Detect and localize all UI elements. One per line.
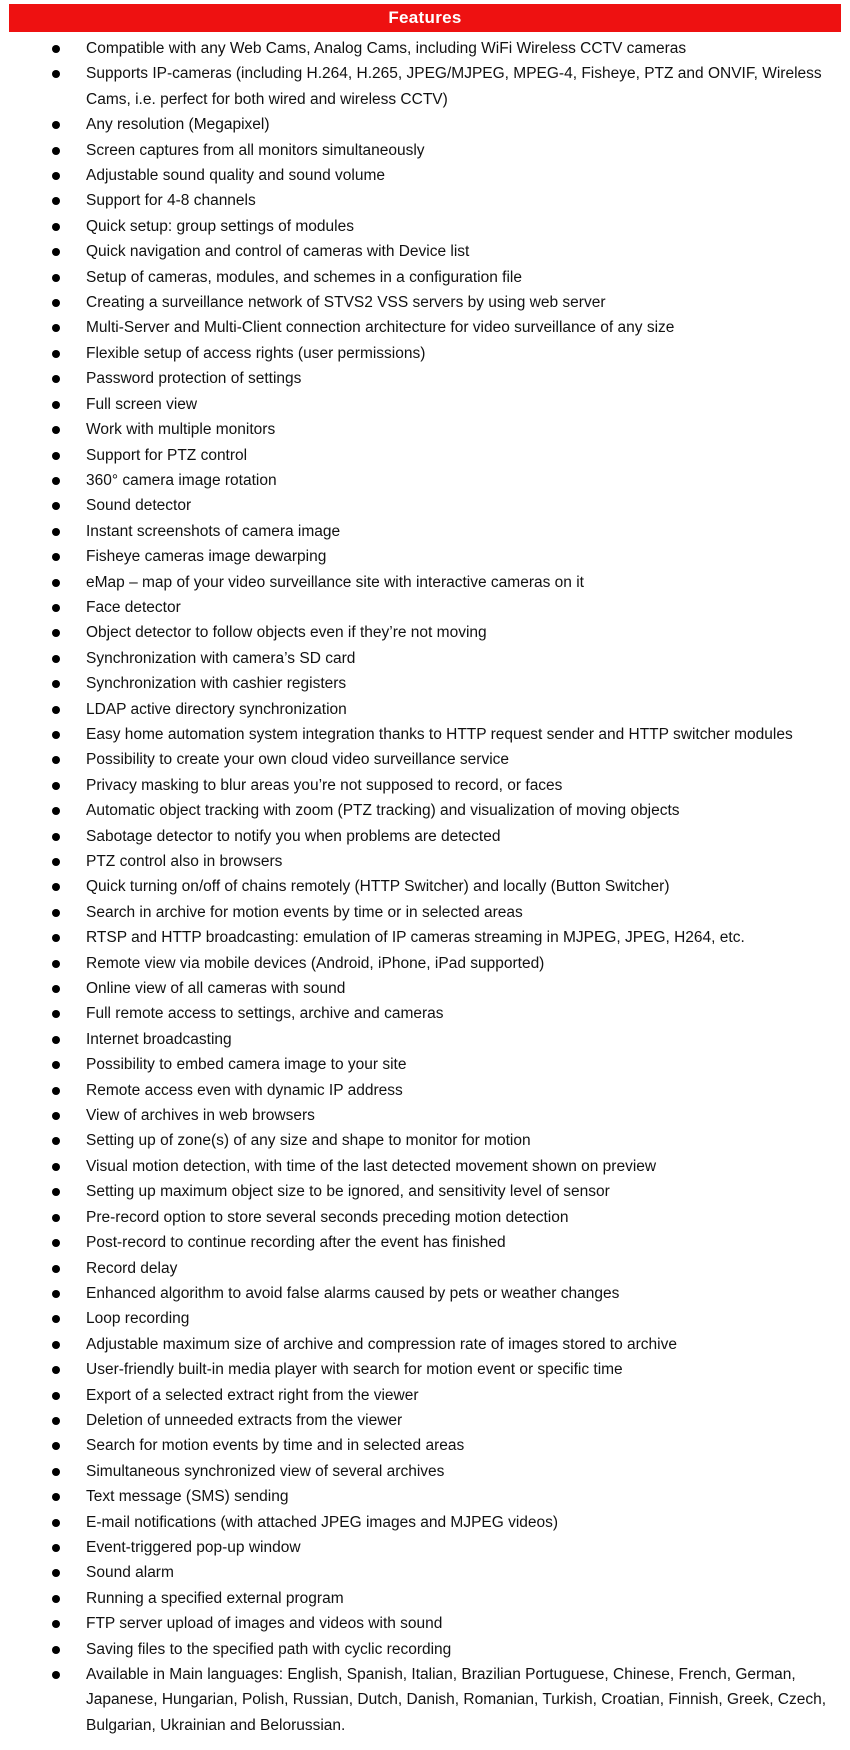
feature-text: Creating a surveillance network of STVS2 VSS servers by using web server: [86, 294, 606, 312]
feature-text: Search in archive for motion events by time or in selected areas: [86, 903, 523, 921]
feature-text: 360° camera image rotation: [86, 471, 277, 489]
feature-text: Instant screenshots of camera image: [86, 522, 341, 540]
bullet-icon: [52, 452, 60, 460]
feature-item: [0, 366, 850, 391]
feature-item: [0, 773, 850, 798]
feature-item: [0, 1637, 850, 1662]
feature-item: [0, 239, 850, 264]
feature-item: [0, 697, 850, 722]
feature-item: [0, 798, 850, 823]
feature-text: Simultaneous synchronized view of several archives: [86, 1462, 445, 1480]
feature-text: Synchronization with camera’s SD card: [86, 649, 356, 667]
feature-item: [0, 519, 850, 544]
feature-text: Enhanced algorithm to avoid false alarms caused by pets or weather changes: [86, 1284, 620, 1302]
feature-item: [0, 1230, 850, 1255]
bullet-icon: [52, 1239, 60, 1247]
feature-item: [0, 315, 850, 340]
bullet-icon: [52, 1519, 60, 1527]
feature-item: [0, 1332, 850, 1357]
bullet-icon: [52, 655, 60, 663]
feature-text: Password protection of settings: [86, 370, 302, 388]
bullet-icon: [52, 731, 60, 739]
feature-item: [0, 1535, 850, 1560]
feature-text: E-mail notifications (with attached JPEG images and MJPEG videos): [86, 1513, 559, 1531]
bullet-icon: [52, 426, 60, 434]
feature-item: [0, 163, 850, 188]
feature-item: [0, 493, 850, 518]
bullet-icon: [52, 350, 60, 358]
feature-text: Work with multiple monitors: [86, 421, 276, 439]
feature-text: eMap – map of your video surveillance site with interactive cameras on it: [86, 573, 584, 591]
bullet-icon: [52, 70, 60, 78]
bullet-icon: [52, 858, 60, 866]
feature-text: FTP server upload of images and videos with sound: [86, 1615, 443, 1633]
bullet-icon: [52, 197, 60, 205]
bullet-icon: [52, 833, 60, 841]
feature-text: Adjustable sound quality and sound volume: [86, 167, 386, 185]
bullet-icon: [52, 1442, 60, 1450]
feature-item: [0, 1205, 850, 1230]
bullet-icon: [52, 1468, 60, 1476]
feature-item: [0, 874, 850, 899]
feature-item: [0, 544, 850, 569]
bullet-icon: [52, 604, 60, 612]
feature-text: Synchronization with cashier registers: [86, 675, 347, 693]
feature-item: [0, 443, 850, 468]
feature-text: Sabotage detector to notify you when problems are detected: [86, 827, 501, 845]
bullet-icon: [52, 1137, 60, 1145]
feature-item: [0, 341, 850, 366]
bullet-icon: [52, 1036, 60, 1044]
bullet-icon: [52, 172, 60, 180]
feature-text: Loop recording: [86, 1310, 190, 1328]
feature-item: [0, 925, 850, 950]
bullet-icon: [52, 121, 60, 129]
feature-item: [0, 1408, 850, 1433]
bullet-icon: [52, 528, 60, 536]
feature-item: [0, 849, 850, 874]
feature-text: PTZ control also in browsers: [86, 853, 283, 870]
feature-text: Running a specified external program: [86, 1589, 344, 1607]
feature-item: [0, 1611, 850, 1636]
feature-item: [0, 1459, 850, 1484]
feature-item: [0, 36, 850, 61]
feature-text: Sound detector: [86, 497, 192, 515]
feature-item: [0, 1281, 850, 1306]
feature-item: [0, 112, 850, 137]
feature-item: [0, 417, 850, 442]
feature-text: Privacy masking to blur areas you’re not supposed to record, or faces: [86, 776, 563, 794]
bullet-icon: [52, 1290, 60, 1298]
feature-text: Sound alarm: [86, 1564, 174, 1582]
feature-text: Any resolution (Megapixel): [86, 116, 270, 134]
feature-item: [0, 900, 850, 925]
feature-item: [0, 1510, 850, 1535]
bullet-icon: [52, 324, 60, 332]
feature-item: [0, 1001, 850, 1026]
bullet-icon: [52, 1163, 60, 1171]
bullet-icon: [52, 934, 60, 942]
feature-text: RTSP and HTTP broadcasting: emulation of IP cameras streaming in MJPEG, JPEG, H264, etc.: [86, 929, 745, 947]
feature-item: [0, 1103, 850, 1128]
feature-item: [0, 1154, 850, 1179]
feature-item: [0, 1586, 850, 1611]
bullet-icon: [52, 1265, 60, 1273]
features-title: Features: [388, 8, 462, 27]
feature-item: [0, 747, 850, 772]
feature-item: [0, 290, 850, 315]
bullet-icon: [52, 274, 60, 282]
feature-item: [0, 1433, 850, 1458]
feature-text: Adjustable maximum size of archive and compression rate of images stored to archive: [86, 1335, 677, 1353]
feature-text: Search for motion events by time and in selected areas: [86, 1437, 465, 1455]
bullet-icon: [52, 45, 60, 53]
feature-item: [0, 1179, 850, 1204]
bullet-icon: [52, 1569, 60, 1577]
feature-text: Setting up maximum object size to be ignored, and sensitivity level of sensor: [86, 1183, 610, 1201]
feature-text: Online view of all cameras with sound: [86, 980, 346, 998]
bullet-icon: [52, 1366, 60, 1374]
feature-text: Screen captures from all monitors simultaneously: [86, 141, 425, 159]
feature-item: [0, 1383, 850, 1408]
feature-text: Quick turning on/off of chains remotely (HTTP Switcher) and locally (Button Switcher): [86, 878, 670, 896]
bullet-icon: [52, 1595, 60, 1603]
bullet-icon: [52, 883, 60, 891]
feature-item: [0, 1306, 850, 1331]
bullet-icon: [52, 756, 60, 764]
bullet-icon: [52, 807, 60, 815]
feature-text: Full screen view: [86, 395, 198, 413]
bullet-icon: [52, 1315, 60, 1323]
feature-text: Quick navigation and control of cameras with Device list: [86, 243, 470, 261]
bullet-icon: [52, 477, 60, 485]
feature-item: [0, 1027, 850, 1052]
feature-text: Fisheye cameras image dewarping: [86, 548, 327, 566]
bullet-icon: [52, 1112, 60, 1120]
bullet-icon: [52, 680, 60, 688]
bullet-icon: [52, 375, 60, 383]
feature-text: LDAP active directory synchronization: [86, 700, 347, 718]
feature-item: [0, 824, 850, 849]
feature-text: Remote view via mobile devices (Android, iPhone, iPad supported): [86, 954, 545, 972]
feature-item: [0, 214, 850, 239]
feature-text: Supports IP-cameras (including H.264, H.265, JPEG/MJPEG, MPEG-4, Fisheye, PTZ and ONVIF, Wireless Cams, i.e. perfect for both wired and wireless CCTV): [86, 65, 822, 108]
feature-text: Visual motion detection, with time of the last detected movement shown on preview: [86, 1157, 657, 1175]
bullet-icon: [52, 629, 60, 637]
feature-text: Deletion of unneeded extracts from the viewer: [86, 1411, 403, 1429]
feature-item: [0, 722, 850, 747]
feature-text: Export of a selected extract right from the viewer: [86, 1386, 419, 1404]
feature-item: [0, 570, 850, 595]
feature-text: Compatible with any Web Cams, Analog Cams, including WiFi Wireless CCTV cameras: [86, 40, 687, 57]
bullet-icon: [52, 706, 60, 714]
feature-text: Event-triggered pop-up window: [86, 1538, 301, 1556]
bullet-icon: [52, 1188, 60, 1196]
bullet-icon: [52, 1620, 60, 1628]
feature-item: [0, 1128, 850, 1153]
bullet-icon: [52, 579, 60, 587]
feature-text: Available in Main languages: English, Spanish, Italian, Brazilian Portuguese, Chinese, French, German, Japanese, Hungarian, Polish, Russian, Dutch, Danish, Romanian, Turkish, Croatian, Finnish, Greek, Czech, Bulgarian, Ukrainian and Belorussian.: [86, 1666, 827, 1734]
feature-text: Record delay: [86, 1259, 178, 1277]
feature-item: [0, 976, 850, 1001]
feature-text: Possibility to create your own cloud video surveillance service: [86, 751, 510, 769]
bullet-icon: [52, 1214, 60, 1222]
bullet-icon: [52, 1087, 60, 1095]
feature-text: Saving files to the specified path with cyclic recording: [86, 1640, 452, 1658]
feature-text: Internet broadcasting: [86, 1030, 232, 1048]
feature-item: [0, 468, 850, 493]
bullet-icon: [52, 1341, 60, 1349]
feature-text: Text message (SMS) sending: [86, 1488, 289, 1506]
bullet-icon: [52, 782, 60, 790]
feature-text: Automatic object tracking with zoom (PTZ tracking) and visualization of moving objects: [86, 802, 680, 820]
bullet-icon: [52, 1671, 60, 1679]
bullet-icon: [52, 960, 60, 968]
feature-item: [0, 620, 850, 645]
feature-item: [0, 1662, 850, 1738]
bullet-icon: [52, 985, 60, 993]
feature-item: [0, 951, 850, 976]
feature-item: [0, 61, 850, 112]
feature-text: Flexible setup of access rights (user permissions): [86, 344, 426, 362]
feature-text: Remote access even with dynamic IP address: [86, 1081, 403, 1099]
feature-list: [0, 36, 850, 1738]
feature-item: [0, 265, 850, 290]
feature-text: Quick setup: group settings of modules: [86, 217, 354, 235]
feature-text: Object detector to follow objects even if they’re not moving: [86, 624, 487, 642]
feature-text: Setting up of zone(s) of any size and shape to monitor for motion: [86, 1132, 531, 1150]
feature-item: [0, 1052, 850, 1077]
feature-text: Face detector: [86, 598, 181, 616]
feature-text: Possibility to embed camera image to your site: [86, 1056, 407, 1074]
feature-item: [0, 595, 850, 620]
bullet-icon: [52, 1392, 60, 1400]
bullet-icon: [52, 248, 60, 256]
feature-text: Post-record to continue recording after the event has finished: [86, 1234, 506, 1252]
feature-item: [0, 1357, 850, 1382]
bullet-icon: [52, 1417, 60, 1425]
bullet-icon: [52, 1544, 60, 1552]
feature-item: [0, 1560, 850, 1585]
bullet-icon: [52, 553, 60, 561]
feature-item: [0, 646, 850, 671]
bullet-icon: [52, 147, 60, 155]
feature-text: Easy home automation system integration thanks to HTTP request sender and HTTP switcher modules: [86, 725, 793, 743]
feature-item: [0, 1078, 850, 1103]
feature-text: Setup of cameras, modules, and schemes in a configuration file: [86, 268, 522, 286]
bullet-icon: [52, 299, 60, 307]
bullet-icon: [52, 1061, 60, 1069]
feature-text: View of archives in web browsers: [86, 1107, 315, 1125]
bullet-icon: [52, 223, 60, 231]
bullet-icon: [52, 1646, 60, 1654]
feature-item: [0, 138, 850, 163]
bullet-icon: [52, 401, 60, 409]
feature-item: [0, 1484, 850, 1509]
bullet-icon: [52, 1010, 60, 1018]
feature-text: Pre-record option to store several seconds preceding motion detection: [86, 1208, 569, 1226]
feature-item: [0, 392, 850, 417]
feature-text: Full remote access to settings, archive and cameras: [86, 1005, 444, 1023]
feature-item: [0, 671, 850, 696]
feature-text: Support for PTZ control: [86, 446, 248, 464]
feature-item: [0, 188, 850, 213]
bullet-icon: [52, 1493, 60, 1501]
bullet-icon: [52, 909, 60, 917]
feature-text: Multi-Server and Multi-Client connection architecture for video surveillance of any size: [86, 319, 675, 337]
bullet-icon: [52, 502, 60, 510]
feature-text: Support for 4-8 channels: [86, 192, 256, 210]
feature-item: [0, 1256, 850, 1281]
feature-text: User-friendly built-in media player with search for motion event or specific time: [86, 1361, 623, 1379]
features-header-bar: [9, 4, 841, 32]
